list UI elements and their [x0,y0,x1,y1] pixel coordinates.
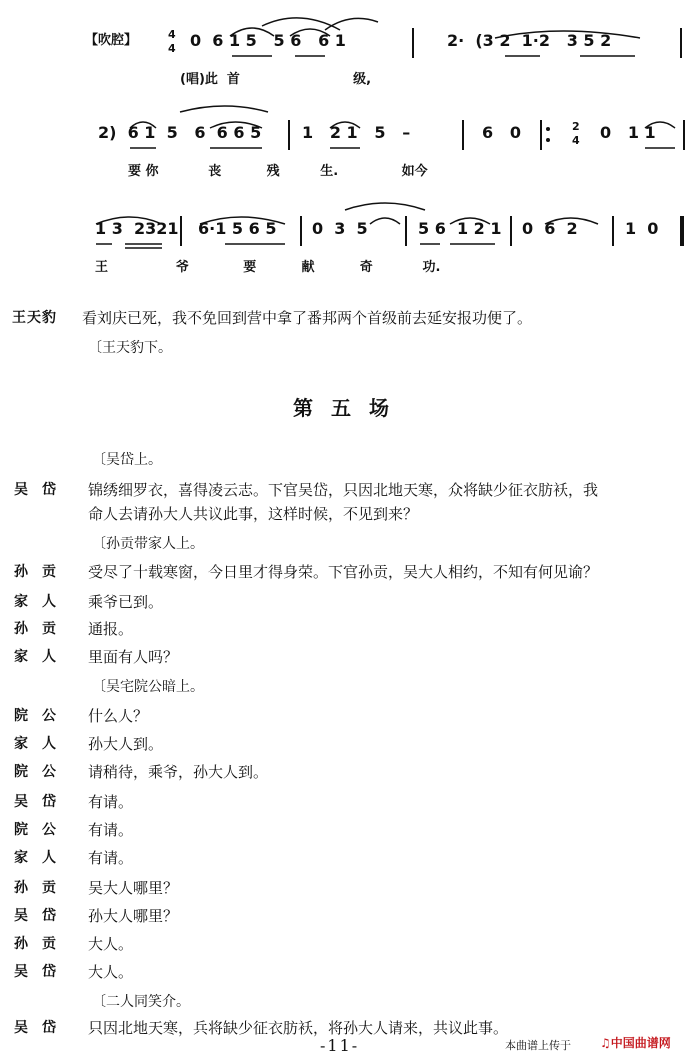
dialogue-text: 请稍待，乘爷，孙大人到。 [88,763,269,781]
direction-text: 〔吴宅院公暗上。 [92,679,204,695]
bar-line [612,216,614,246]
bar-line [300,216,302,246]
bar-line [462,120,464,150]
score-line-1 [0,8,700,88]
time-signature-top: 2 [572,120,580,133]
lyric-line-1: (唱)此 首 级, [180,72,372,87]
dialogue-text: 看刘庆已死，我不免回到营中拿了番邦两个首级前去延安报功便了。 [82,309,533,327]
time-signature-bottom: 4 [572,134,580,147]
direction-text: 〔二人同笑介。 [92,994,190,1010]
site-logo [600,1034,671,1051]
dialogue-text: 孙大人哪里？ [88,907,179,925]
bar-line [180,216,182,246]
bar-line [405,216,407,246]
dialogue-text: 吴大人哪里？ [88,879,179,897]
dialogue-text: 大人。 [88,963,134,981]
speaker-name: 吴岱 [14,794,70,810]
dialogue-text: 通报。 [88,620,134,638]
time-signature-top: 4 [168,28,176,41]
speaker-name: 吴岱 [14,908,70,924]
notes-measure-2: 1 2 1 5 – [302,123,411,142]
speaker-name: 家人 [14,850,70,866]
speaker-name: 王天豹 [12,310,57,326]
time-signature-bottom: 4 [168,42,176,55]
notes-measure-5: 0 6 2 [522,219,578,238]
bar-line [680,28,682,58]
notes-measure-2: 6·1 5 6 5 [198,219,277,238]
dialogue-text: 什么人？ [88,707,149,725]
speaker-name: 家人 [14,736,70,752]
speaker-name: 院公 [14,764,70,780]
direction-text: 〔王天豹下。 [88,340,172,356]
notes-measure-1: 0 6 1 5 5 6 6 1 [190,31,346,50]
dialogue-text: 大人。 [88,935,134,953]
dialogue-text: 锦绣细罗衣，喜得凌云志。下官吴岱，只因北地天寒，众将缺少征衣肪袄，我 [88,481,599,499]
dialogue-text: 有请。 [88,821,134,839]
bar-line-final [680,216,684,246]
speaker-name: 家人 [14,594,70,610]
notes-measure-3: 0 3 5 [312,219,368,238]
dialogue-text: 乘爷已到。 [88,593,164,611]
notes-measure-6: 1 0 [625,219,659,238]
speaker-name: 吴岱 [14,482,70,498]
speaker-name: 吴岱 [14,964,70,980]
dialogue-text: 只因北地天寒，兵将缺少征衣肪袄，将孙大人请来，共议此事。 [88,1019,509,1037]
bar-line [683,120,685,150]
dialogue-text: 有请。 [88,793,134,811]
notes-measure-2: 2· (3 2 1·2 3 5 2 [447,31,612,50]
dialogue-text: 里面有人吗？ [88,648,179,666]
notes-measure-4: 5 6 1 2 1 [418,219,502,238]
speaker-name: 孙贡 [14,936,70,952]
dialogue-text: 命人去请孙大人共议此事，这样时候，不见到来？ [88,505,419,523]
upload-credit: 本曲谱上传于 [505,1039,571,1052]
logo-text: 中国曲谱网 [610,1036,671,1050]
speaker-name: 家人 [14,649,70,665]
dialogue-text: 受尽了十载寒窗，今日里才得身荣。下官孙贡，吴大人相约，不知有何见谕？ [88,563,599,581]
speaker-name: 吴岱 [14,1020,70,1036]
score-line-2 [0,100,700,180]
lyric-line-3: 王 爷 要 献 奇 功. [95,260,441,275]
direction-text: 〔孙贡带家人上。 [92,536,204,552]
notes-measure-1: 2) 6 1 5 6 6 6 5 [98,123,262,142]
score-line-3 [0,196,700,276]
dialogue-text: 孙大人到。 [88,735,164,753]
bar-line [412,28,414,58]
speaker-name: 孙贡 [14,564,70,580]
section-label: 【吹腔】 [85,33,138,48]
direction-text: 〔吴岱上。 [92,452,162,468]
speaker-name: 孙贡 [14,880,70,896]
bar-line [288,120,290,150]
lyric-line-2: 要 你 丧 残 生. 如今 [128,164,428,179]
notes-measure-4: 0 1 1 [600,123,656,142]
bar-line [540,120,542,150]
notes-measure-3: 6 0 [482,123,521,142]
logo-icon: ♫ [600,1036,611,1050]
dialogue-text: 有请。 [88,849,134,867]
bar-line [510,216,512,246]
scene-title: 第五场 [293,396,407,420]
speaker-name: 院公 [14,822,70,838]
notes-measure-1: 1 3 2321 [95,219,179,238]
speaker-name: 院公 [14,708,70,724]
speaker-name: 孙贡 [14,621,70,637]
page-number: -11- [320,1036,360,1055]
